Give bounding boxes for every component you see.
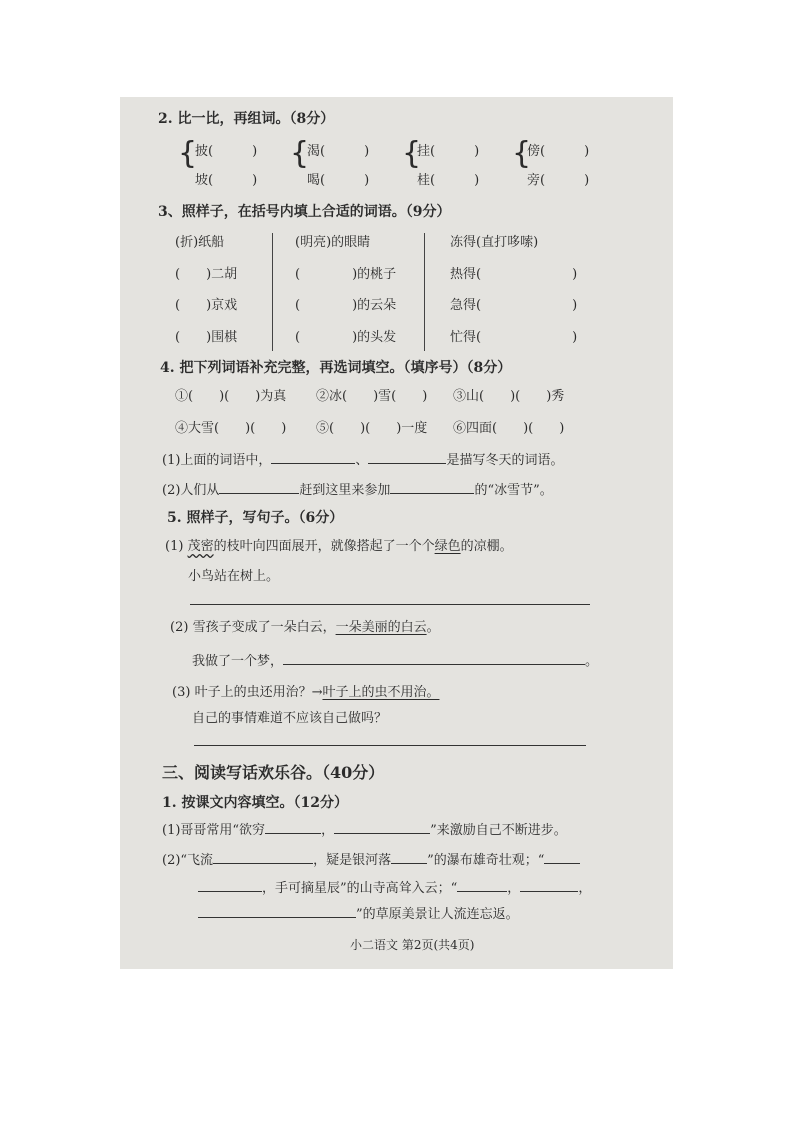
s3-l2-a: (2)“飞流 xyxy=(162,853,214,868)
q4-idiom-3: ③山( )( )秀 xyxy=(453,389,565,404)
q2-pair4-bottom: 旁( ) xyxy=(527,173,590,188)
q4-idiom-6: ⑥四面( )( ) xyxy=(453,421,565,436)
q4-title: 4. 把下列词语补充完整，再选词填空。（填序号）（8分） xyxy=(160,360,512,376)
q3-c3-r3: 急得( ) xyxy=(450,298,578,313)
q4-s1-b: 、 xyxy=(355,453,369,468)
q4-s2-b: 赶到这里来参加 xyxy=(299,483,391,498)
q3-c1-r4: ( )围棋 xyxy=(175,330,238,345)
q4-s2-blank-1[interactable] xyxy=(219,481,299,494)
q5-ex1-prompt: 小鸟站在树上。 xyxy=(188,569,280,584)
brace-3: { xyxy=(402,136,422,171)
q3-title: 3、照样子，在括号内填上合适的词语。（9分） xyxy=(158,204,451,220)
brace-2: { xyxy=(290,136,310,171)
q4-sentence-2 xyxy=(162,481,553,499)
s3-l2-c: ”的瀑布雄奇壮观；“ xyxy=(427,853,545,868)
q4-idiom-2: ②冰( )雪( ) xyxy=(316,389,428,404)
s3-l4-a: ”的草原美景让人流连忘返。 xyxy=(356,907,519,922)
s3-l3-blank-3[interactable] xyxy=(520,879,578,892)
q3-c1-r3: ( )京戏 xyxy=(175,298,238,313)
q3-c1-r2: ( )二胡 xyxy=(175,267,238,282)
page-footer: 小二语文 第2页(共4页) xyxy=(350,938,475,952)
q5-ex2-underlined: 一朵美丽的白云 xyxy=(335,620,427,635)
q5-ex2-answer-blank[interactable] xyxy=(283,652,585,665)
q4-idiom-5: ⑤( )( )一度 xyxy=(316,421,428,436)
q5-ex3-underlined: 叶子上的虫不用治。 xyxy=(322,685,440,700)
q5-answer-line-1[interactable] xyxy=(190,604,590,605)
q2-title: 2. 比一比，再组词。（8分） xyxy=(158,111,335,127)
s3-line-4 xyxy=(198,905,519,923)
s3-l2-blank-2[interactable] xyxy=(391,851,427,864)
s3-l1-blank-1[interactable] xyxy=(265,821,321,834)
q4-idiom-4: ④大雪( )( ) xyxy=(175,421,287,436)
q3-c1-r1: (折)纸船 xyxy=(175,235,225,250)
s3-l3-blank-2[interactable] xyxy=(457,879,507,892)
q4-s1-c: 是描写冬天的词语。 xyxy=(446,453,564,468)
q4-s1-blank-1[interactable] xyxy=(271,451,355,464)
q5-ex1-modifier-2: 绿色 xyxy=(434,539,461,554)
s3-l3-b: ， xyxy=(507,881,521,896)
s3-l4-blank-1[interactable] xyxy=(198,905,356,918)
q2-pair3-bottom: 桂( ) xyxy=(417,173,480,188)
q5-example-2 xyxy=(170,620,440,636)
q4-idiom-1: ①( )( )为真 xyxy=(175,389,287,404)
s3-l3-a: ，手可摘星辰”的山寺高耸入云；“ xyxy=(262,881,458,896)
q5-ex1-text-1: 的枝叶向四面展开，就像搭起了一个个 xyxy=(213,539,435,554)
q4-s2-c: 的“冰雪节”。 xyxy=(474,483,553,498)
s3-l2-b: ，疑是银河落 xyxy=(313,853,392,868)
q4-s1-blank-2[interactable] xyxy=(368,451,446,464)
q5-example-3 xyxy=(172,685,439,701)
section3-title: 三、阅读写话欢乐谷。（40分） xyxy=(162,763,385,782)
q3-c2-r1: (明亮)的眼睛 xyxy=(295,235,371,250)
q2-pair2-top: 渴( ) xyxy=(307,144,370,159)
q3-c2-r4: ( )的头发 xyxy=(295,330,397,345)
s3-line-3 xyxy=(198,879,591,897)
q5-ex1-modifier-1: 茂密 xyxy=(187,539,214,554)
q2-pair2-bottom: 喝( ) xyxy=(307,173,370,188)
q5-ex2-text-2: 。 xyxy=(426,620,440,635)
q5-ex3-text-1: 叶子上的虫还用治？→ xyxy=(194,685,323,700)
s3-l1-c: ”来激励自己不断进步。 xyxy=(430,823,567,838)
s3-l1-b: ， xyxy=(321,823,335,838)
s3-l2-blank-1[interactable] xyxy=(213,851,313,864)
q5-ex3-prompt: 自己的事情难道不应该自己做吗？ xyxy=(192,711,388,726)
q5-title: 5. 照样子，写句子。（6分） xyxy=(167,510,344,526)
q5-ex1-num: (1) xyxy=(165,539,184,554)
q2-pair3-top: 挂( ) xyxy=(417,144,480,159)
q3-divider-2 xyxy=(424,233,425,351)
q4-s2-blank-2[interactable] xyxy=(390,481,474,494)
q5-ex1-text-2: 的凉棚。 xyxy=(460,539,513,554)
q5-ex2-prompt-row xyxy=(192,652,598,670)
q5-answer-line-3[interactable] xyxy=(194,745,586,746)
s3-l1-blank-2[interactable] xyxy=(334,821,430,834)
q4-sentence-1 xyxy=(162,451,563,469)
q3-c2-r2: ( )的桃子 xyxy=(295,267,397,282)
q5-ex2-end: 。 xyxy=(585,654,599,669)
q3-c3-r1: 冻得(直打哆嗦) xyxy=(450,235,539,250)
q3-c2-r3: ( )的云朵 xyxy=(295,298,397,313)
section3-q1-title: 1. 按课文内容填空。（12分） xyxy=(162,795,348,811)
s3-l3-c: ， xyxy=(578,881,592,896)
q2-pair4-top: 傍( ) xyxy=(527,144,590,159)
q4-s1-a: (1)上面的词语中， xyxy=(162,453,272,468)
q5-ex2-num: (2) xyxy=(170,620,189,635)
brace-1: { xyxy=(178,136,198,171)
q3-c3-r2: 热得( ) xyxy=(450,267,578,282)
q3-c3-r4: 忙得( ) xyxy=(450,330,578,345)
q5-ex2-text-1: 雪孩子变成了一朵白云， xyxy=(192,620,336,635)
q5-ex2-prompt: 我做了一个梦， xyxy=(192,654,284,669)
s3-l2-blank-3[interactable] xyxy=(544,851,580,864)
q3-divider-1 xyxy=(272,233,273,351)
s3-line-2 xyxy=(162,851,580,869)
s3-line-1 xyxy=(162,821,567,839)
q2-pair1-bottom: 坡( ) xyxy=(195,173,258,188)
brace-4: { xyxy=(512,136,532,171)
q5-example-1 xyxy=(165,539,513,555)
s3-l1-a: (1)哥哥常用“欲穷 xyxy=(162,823,266,838)
q5-ex3-num: (3) xyxy=(172,685,191,700)
s3-l3-blank-1[interactable] xyxy=(198,879,262,892)
exam-page xyxy=(120,97,673,969)
q4-s2-a: (2)人们从 xyxy=(162,483,220,498)
q2-pair1-top: 披( ) xyxy=(195,144,258,159)
